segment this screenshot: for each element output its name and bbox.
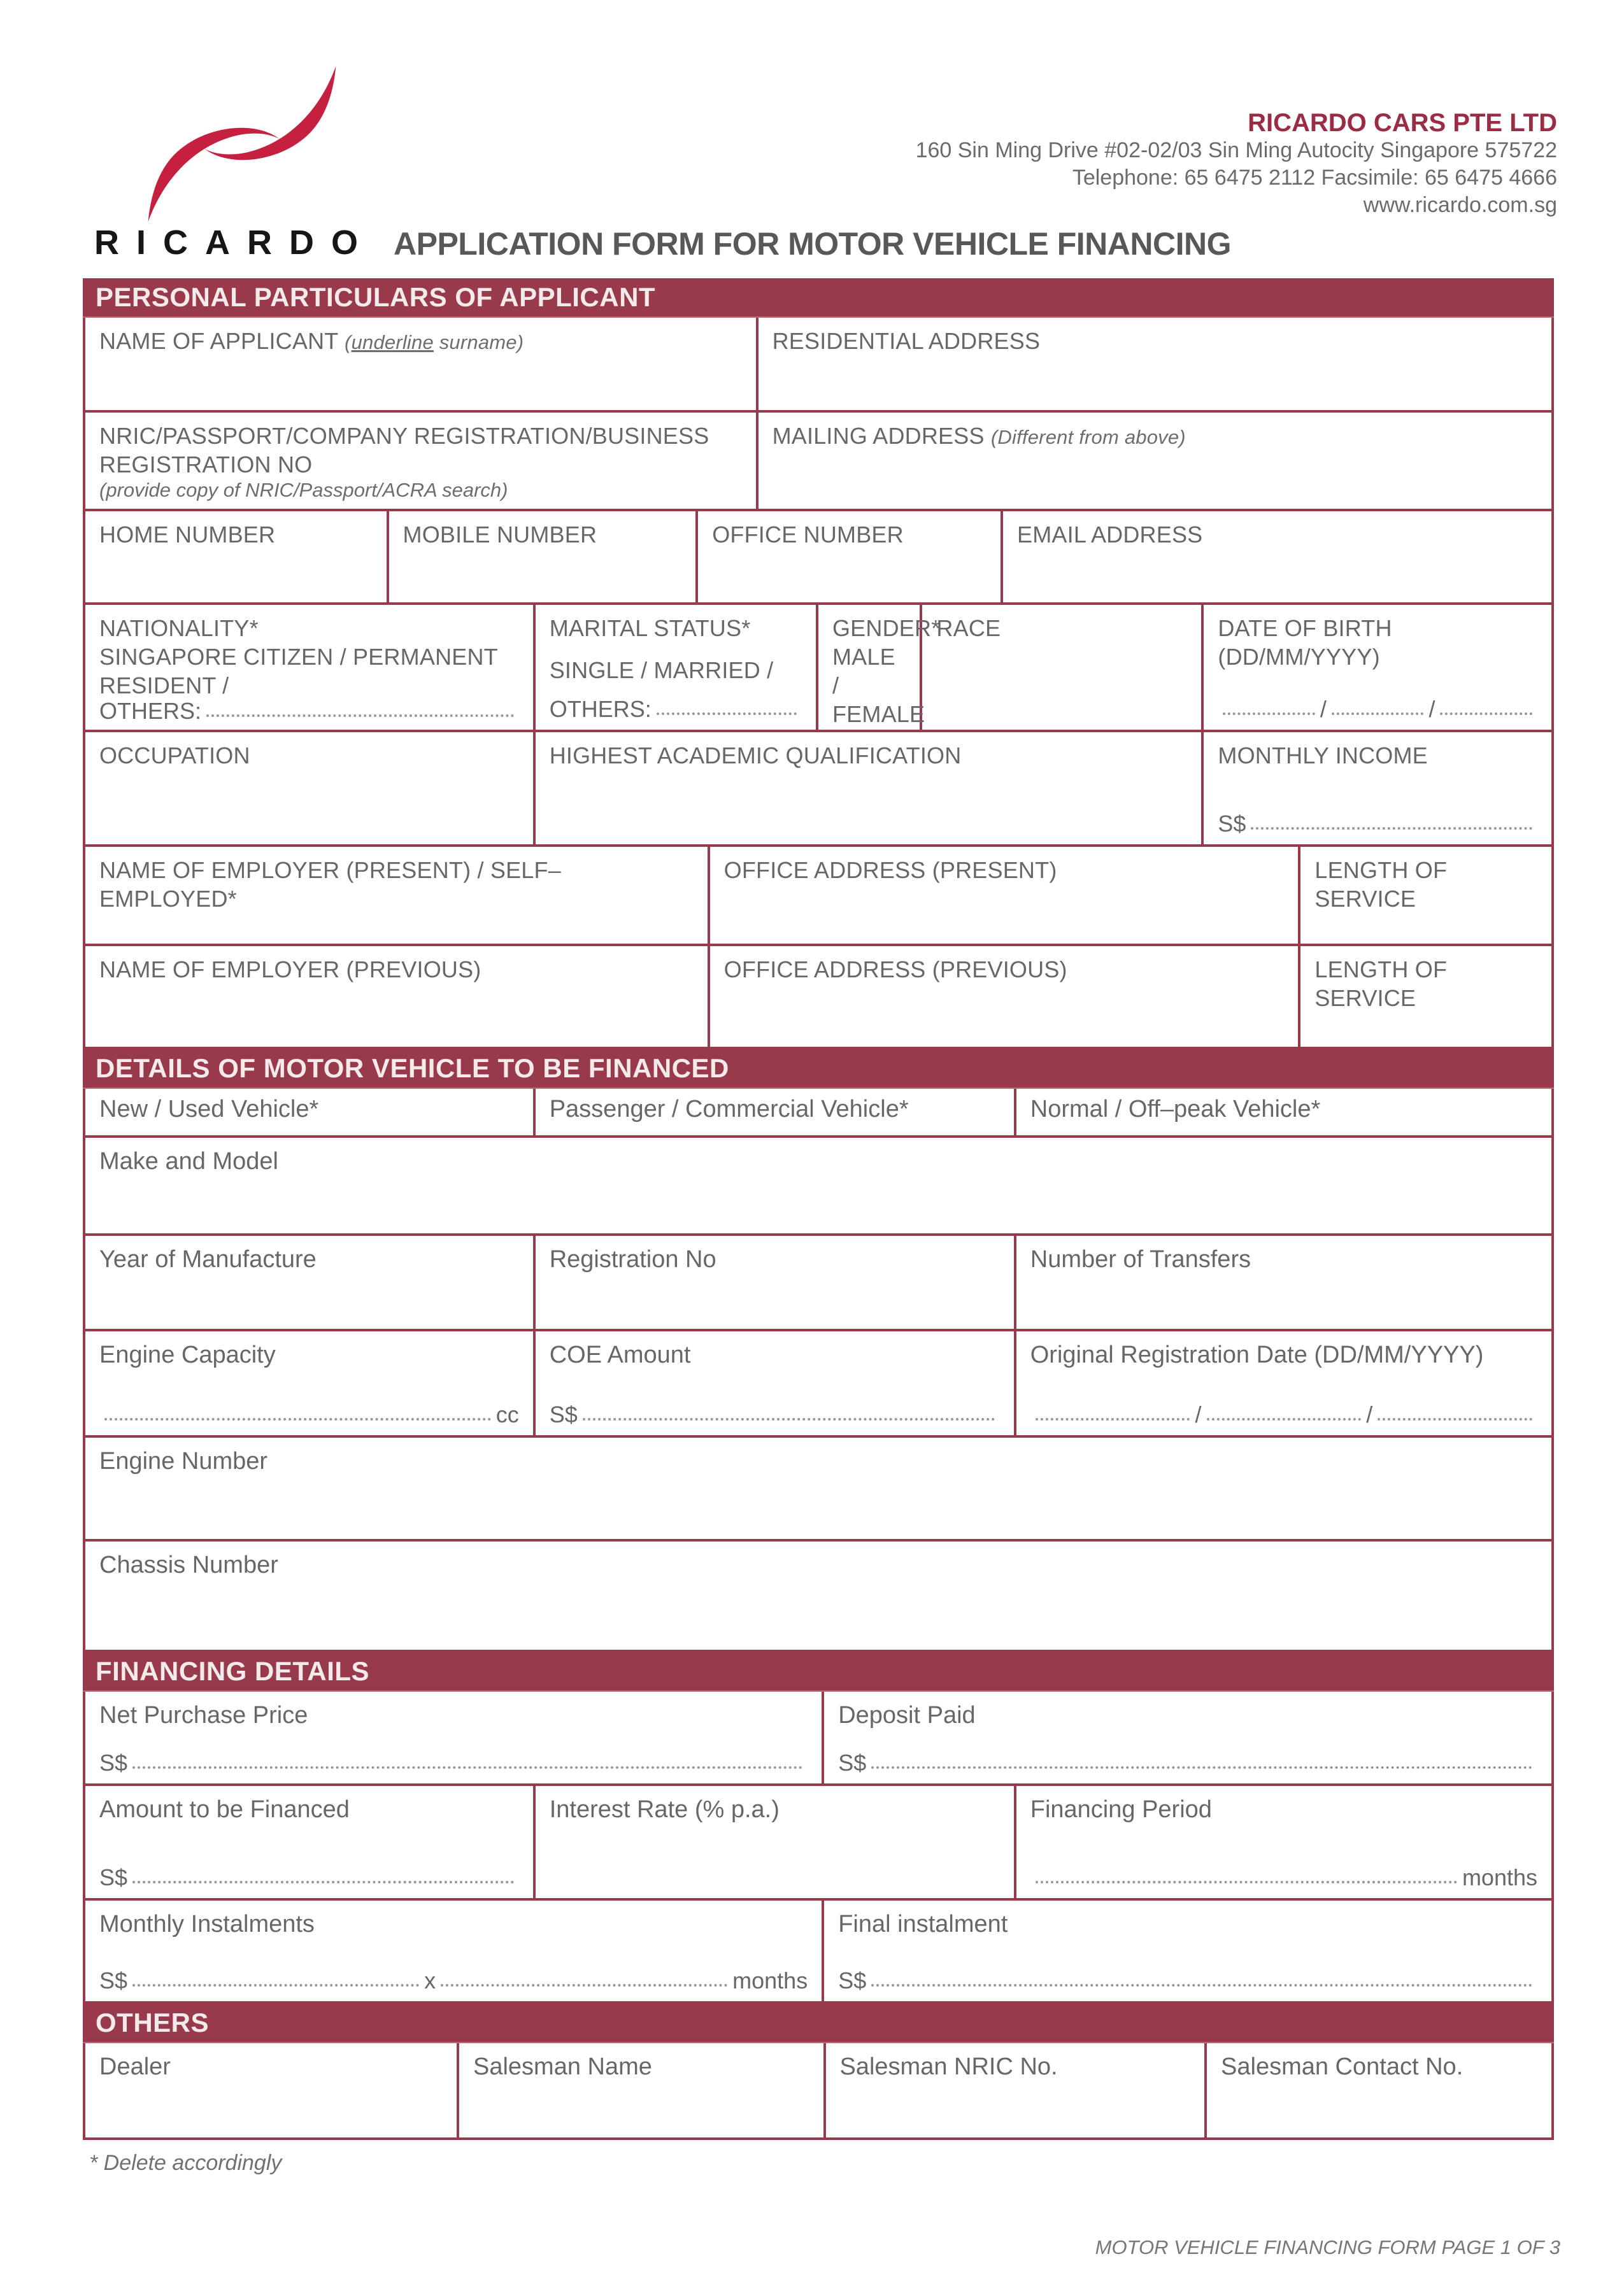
row-make-model <box>85 1138 1551 1236</box>
field-deposit-paid: Deposit Paid S$ <box>824 1692 1551 1783</box>
personal-particulars-table <box>83 318 1554 1049</box>
field-make-and-model: Make and Model <box>99 1148 278 1175</box>
field-registration-no: Registration No <box>536 1236 1016 1329</box>
row-amount-interest-period <box>85 1786 1551 1901</box>
company-block <box>916 110 1557 219</box>
field-chassis-number: Chassis Number <box>99 1552 278 1578</box>
field-home-number: HOME NUMBER <box>85 511 389 602</box>
dotted-line <box>583 1418 995 1421</box>
application-form <box>83 278 1554 2140</box>
field-salesman-contact: Salesman Contact No. <box>1221 2053 1464 2080</box>
field-dealer: Dealer <box>85 2043 459 2137</box>
delete-accordingly-note: * Delete accordingly <box>89 2151 282 2175</box>
row-phone-numbers <box>85 511 1551 605</box>
page-footer: MOTOR VEHICLE FINANCING FORM PAGE 1 OF 3 <box>1095 2236 1560 2258</box>
field-office-address-previous: OFFICE ADDRESS (PREVIOUS) <box>710 946 1301 1047</box>
dotted-line <box>1036 1881 1457 1883</box>
field-nationality: NATIONALITY* SINGAPORE CITIZEN / PERMANENT RESIDENT / OTHERS: <box>85 605 536 730</box>
row-employer-previous <box>85 946 1551 1049</box>
section-header-personal-particulars: PERSONAL PARTICULARS OF APPLICANT <box>83 278 1554 318</box>
field-salesman-nric: Salesman NRIC No. <box>826 2043 1207 2137</box>
field-normal-offpeak: Normal / Off–peak Vehicle* <box>1030 1096 1321 1123</box>
field-highest-qualification: HIGHEST ACADEMIC QUALIFICATION <box>536 732 1204 844</box>
row-engine-number <box>85 1438 1551 1541</box>
field-length-of-service-previous: LENGTH OF SERVICE <box>1314 956 1448 1011</box>
field-race: RACE <box>922 605 1204 730</box>
financing-details-table <box>83 1692 1554 2004</box>
field-monthly-instalments: Monthly Instalments S$ x months <box>85 1901 824 2001</box>
field-mobile-number: MOBILE NUMBER <box>389 511 699 602</box>
field-coe-amount: COE Amount S$ <box>536 1331 1016 1435</box>
row-dealer-salesman <box>85 2043 1551 2140</box>
row-engine-coe-origreg <box>85 1331 1551 1438</box>
field-monthly-income: MONTHLY INCOME S$ <box>1204 732 1551 844</box>
field-date-of-birth: DATE OF BIRTH (DD/MM/YYYY) / / <box>1204 605 1551 730</box>
field-number-of-transfers: Number of Transfers <box>1030 1246 1251 1273</box>
dotted-line <box>1378 1418 1532 1421</box>
company-name: RICARDO CARS PTE LTD <box>1248 109 1557 137</box>
field-name-of-applicant: NAME OF APPLICANT (underline surname) <box>85 318 759 410</box>
field-salesman-name: Salesman Name <box>459 2043 826 2137</box>
vehicle-details-table <box>83 1089 1554 1652</box>
dotted-line <box>1223 712 1315 715</box>
dotted-line <box>1440 712 1532 715</box>
row-employer-present <box>85 847 1551 946</box>
row-name-address <box>85 318 1551 413</box>
dotted-line <box>1251 827 1532 830</box>
field-length-of-service-present: LENGTH OF SERVICE <box>1314 857 1448 912</box>
field-final-instalment: Final instalment S$ <box>824 1901 1551 2001</box>
section-header-financing-details: FINANCING DETAILS <box>83 1652 1554 1692</box>
dotted-line <box>1332 712 1424 715</box>
dotted-line <box>132 1881 514 1883</box>
field-interest-rate: Interest Rate (% p.a.) <box>536 1786 1016 1898</box>
dotted-line <box>206 714 514 717</box>
field-occupation: OCCUPATION <box>85 732 536 844</box>
others-table <box>83 2043 1554 2140</box>
field-new-used-vehicle: New / Used Vehicle* <box>85 1089 536 1135</box>
dotted-line <box>871 1984 1532 1987</box>
company-phone-fax: Telephone: 65 6475 2112 Facsimile: 65 6475 4666 <box>1072 166 1557 190</box>
section-header-others: OTHERS <box>83 2004 1554 2043</box>
field-employer-previous: NAME OF EMPLOYER (PREVIOUS) <box>85 946 710 1047</box>
row-year-registration <box>85 1236 1551 1331</box>
logo-wordmark: RICARDO <box>94 223 375 262</box>
dotted-line <box>1207 1418 1362 1421</box>
field-original-registration-date: Original Registration Date (DD/MM/YYYY) / / <box>1016 1331 1551 1435</box>
field-employer-present: NAME OF EMPLOYER (PRESENT) / SELF–EMPLOYED* <box>85 847 710 944</box>
row-nationality-gender-dob <box>85 605 1551 732</box>
page-title: APPLICATION FORM FOR MOTOR VEHICLE FINANCING <box>394 226 1232 262</box>
dotted-line <box>441 1984 727 1987</box>
field-passenger-commercial: Passenger / Commercial Vehicle* <box>536 1089 1016 1135</box>
field-mailing-address: MAILING ADDRESS (Different from above) <box>772 423 1186 449</box>
row-price-deposit <box>85 1692 1551 1786</box>
field-gender: GENDER* MALE / FEMALE <box>818 605 922 730</box>
dotted-line <box>132 1766 802 1769</box>
field-net-purchase-price: Net Purchase Price S$ <box>85 1692 824 1783</box>
field-office-number: OFFICE NUMBER <box>698 511 1003 602</box>
row-nric-mailing <box>85 413 1551 511</box>
dotted-line <box>1036 1418 1190 1421</box>
row-instalments <box>85 1901 1551 2004</box>
dotted-line <box>132 1984 419 1987</box>
field-office-address-present: OFFICE ADDRESS (PRESENT) <box>710 847 1301 944</box>
field-nric-registration-no: NRIC/PASSPORT/COMPANY REGISTRATION/BUSINESS REGISTRATION NO (provide copy of NRIC/Passport/ACRA search) <box>85 413 759 509</box>
ricardo-logo-swoosh-icon <box>105 60 379 227</box>
dotted-line <box>657 712 797 715</box>
field-email-address: EMAIL ADDRESS <box>1017 521 1203 548</box>
field-amount-to-be-financed: Amount to be Financed S$ <box>85 1786 536 1898</box>
section-header-vehicle-details: DETAILS OF MOTOR VEHICLE TO BE FINANCED <box>83 1049 1554 1089</box>
field-marital-status: MARITAL STATUS* SINGLE / MARRIED / OTHERS: <box>536 605 818 730</box>
field-year-of-manufacture: Year of Manufacture <box>85 1236 536 1329</box>
row-occupation-income <box>85 732 1551 847</box>
company-address: 160 Sin Ming Drive #02-02/03 Sin Ming Autocity Singapore 575722 <box>915 138 1557 162</box>
field-residential-address: RESIDENTIAL ADDRESS <box>772 328 1041 354</box>
field-financing-period: Financing Period months <box>1030 1796 1537 1890</box>
dotted-line <box>104 1418 491 1421</box>
row-vehicle-type <box>85 1089 1551 1138</box>
field-engine-number: Engine Number <box>99 1448 268 1475</box>
company-website: www.ricardo.com.sg <box>1363 193 1557 217</box>
row-chassis-number <box>85 1541 1551 1652</box>
dotted-line <box>871 1766 1532 1769</box>
field-engine-capacity: Engine Capacity cc <box>85 1331 536 1435</box>
